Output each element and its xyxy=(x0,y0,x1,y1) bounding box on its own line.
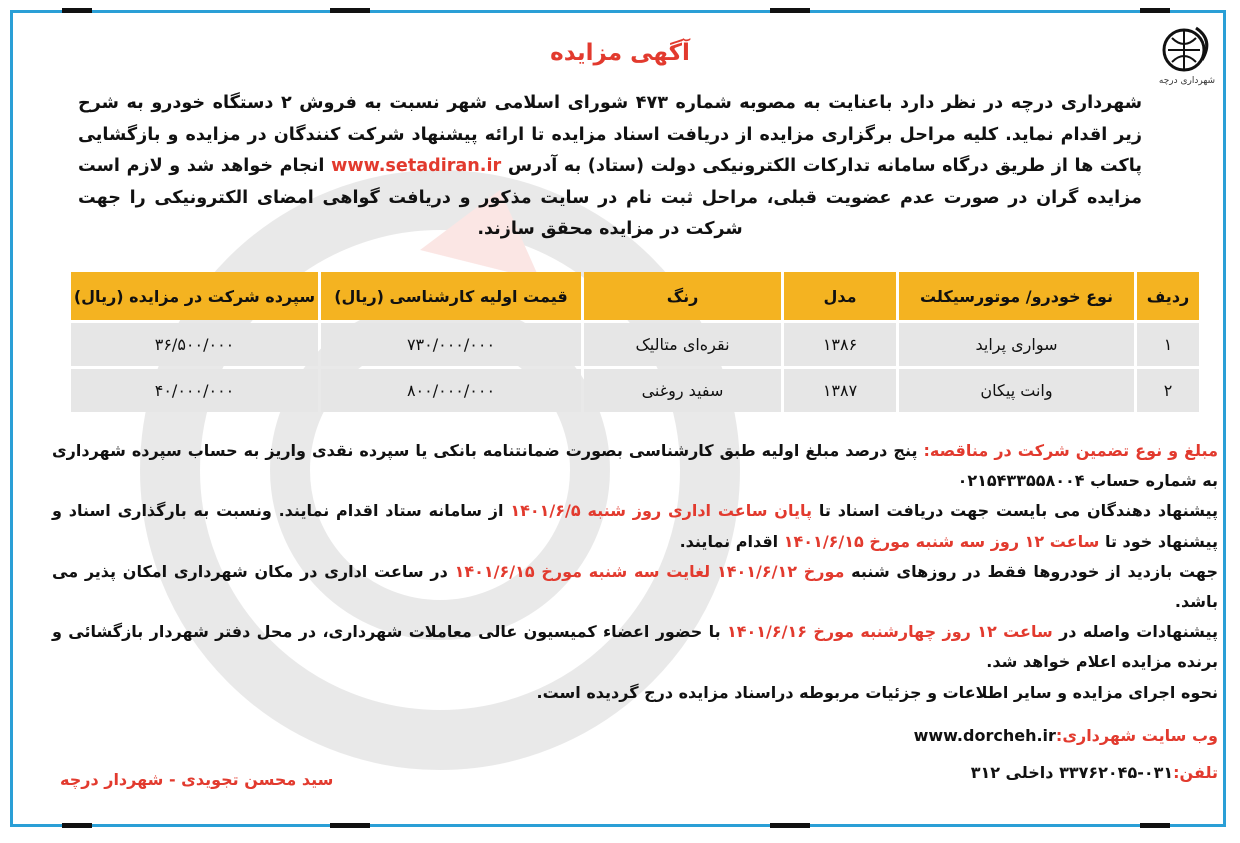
website-link[interactable]: www.dorcheh.ir xyxy=(913,726,1056,745)
phone-number: ۰۳۱-۳۳۷۶۲۰۴۵ داخلی ۳۱۲ xyxy=(970,763,1174,782)
mayor-signature: سید محسن تجویدی - شهردار درچه xyxy=(60,770,334,789)
opening-paragraph xyxy=(52,617,1218,677)
frame-corner-bar xyxy=(770,8,810,13)
website-label: وب سایت شهرداری: xyxy=(1055,726,1218,745)
setad-url-link[interactable]: www.setadiran.ir xyxy=(331,156,502,176)
col-header-row-number: ردیف xyxy=(1137,272,1199,320)
table-header-row xyxy=(71,272,1199,320)
submission-deadline-offers: ساعت ۱۲ روز سه شنبه مورخ ۱۴۰۱/۶/۱۵ xyxy=(783,531,1100,551)
opening-text: با حضور اعضاء کمیسیون عالی معاملات شهرداری، در محل دفتر شهردار بازگشائی و برنده مزایده اعلام خواهد شد. xyxy=(52,622,1218,672)
col-header-model: مدل xyxy=(784,272,896,320)
visit-paragraph xyxy=(52,557,1218,617)
vehicle-table xyxy=(68,269,1202,415)
cell-base-price: ۸۰۰/۰۰۰/۰۰۰ xyxy=(321,369,581,412)
cell-color: نقره‌ای متالیک xyxy=(584,323,781,366)
cell-row-number: ۲ xyxy=(1137,369,1199,412)
visit-dates: مورخ ۱۴۰۱/۶/۱۲ لغایت سه شنبه مورخ ۱۴۰۱/۶/۱۵ xyxy=(454,561,845,581)
cell-vehicle-type: سواری پراید xyxy=(899,323,1134,366)
other-info-paragraph: نحوه اجرای مزایده و سایر اطلاعات و جزئیات مربوطه دراسناد مزایده درج گردیده است. xyxy=(536,682,1218,702)
cell-base-price: ۷۳۰/۰۰۰/۰۰۰ xyxy=(321,323,581,366)
cell-model: ۱۳۸۶ xyxy=(784,323,896,366)
guarantee-paragraph xyxy=(52,436,1218,496)
table-row xyxy=(71,369,1199,412)
frame-corner-bar xyxy=(1140,823,1170,828)
intro-paragraph xyxy=(78,88,1142,246)
submission-text: از سامانه ستاد اقدام نمایند. ونسبت به بارگذاری اسناد و پیشنهاد خود تا xyxy=(52,501,1218,551)
cell-row-number: ۱ xyxy=(1137,323,1199,366)
guarantee-label: مبلغ و نوع تضمین شرکت در مناقصه: xyxy=(923,441,1218,460)
frame-corner-bar xyxy=(62,823,92,828)
table-row xyxy=(71,323,1199,366)
guarantee-text: پنج درصد مبلغ اولیه طبق کارشناسی بصورت ضمانتنامه بانکی یا سپرده نقدی واریز به حساب سپرده شهرداری به شماره حساب ۰۲۱۵۴۳۳۵۵۸۰۰۴ xyxy=(52,441,1218,491)
opening-text: پیشنهادات واصله در xyxy=(1059,622,1218,642)
opening-date: ساعت ۱۲ روز چهارشنبه مورخ ۱۴۰۱/۶/۱۶ xyxy=(726,622,1053,642)
visit-text: در ساعت اداری در مکان شهرداری امکان پذیر می باشد. xyxy=(52,561,1218,612)
submission-deadline-documents: پایان ساعت اداری روز شنبه ۱۴۰۱/۶/۵ xyxy=(510,501,812,521)
col-header-deposit: سپرده شرکت در مزایده (ریال) xyxy=(71,272,318,320)
conditions-section xyxy=(52,436,1218,708)
website-line xyxy=(914,726,1218,745)
logo-caption: شهرداری درچه xyxy=(1158,76,1216,86)
submission-text: اقدام نمایند. xyxy=(679,531,779,551)
frame-corner-bar xyxy=(62,8,92,13)
visit-text: جهت بازدید از خودروها فقط در روزهای شنبه xyxy=(851,561,1218,581)
frame-corner-bar xyxy=(1140,8,1170,13)
col-header-vehicle-type: نوع خودرو/ موتورسیکلت xyxy=(899,272,1134,320)
frame-corner-bar xyxy=(330,8,370,13)
col-header-base-price: قیمت اولیه کارشناسی (ریال) xyxy=(321,272,581,320)
phone-line xyxy=(971,763,1218,782)
cell-color: سفید روغنی xyxy=(584,369,781,412)
cell-vehicle-type: وانت پیکان xyxy=(899,369,1134,412)
frame-corner-bar xyxy=(330,823,370,828)
phone-label: تلفن: xyxy=(1173,763,1218,782)
intro-part1: شهرداری درچه در نظر دارد باعنایت به مصوبه شماره ۴۷۳ شورای اسلامی شهر نسبت به فروش ۲ دستگاه خودرو به شرح زیر اقدام نماید. کلیه مراحل برگزاری مزایده از دریافت اسناد مزایده تا ارائه پیشنهاد شرکت کنندگان در مزایده و بازگشایی پاکت ها از طریق درگاه سامانه تدارکات الکترونیکی دولت (ستاد) به آدرس xyxy=(78,93,1142,176)
intro-part2: انجام خواهد شد و لازم است مزایده گران در صورت عدم عضویت قبلی، مراحل ثبت نام در سایت مذکور و دریافت گواهی امضای الکترونیکی را جهت شرکت در مزایده محقق سازند. xyxy=(78,156,1142,239)
submission-text: پیشنهاد دهندگان می بایست جهت دریافت اسناد تا xyxy=(818,501,1219,521)
submission-paragraph xyxy=(52,496,1218,556)
cell-model: ۱۳۸۷ xyxy=(784,369,896,412)
page-title: آگهی مزایده xyxy=(550,40,690,66)
frame-corner-bar xyxy=(770,823,810,828)
cell-deposit: ۴۰/۰۰۰/۰۰۰ xyxy=(71,369,318,412)
cell-deposit: ۳۶/۵۰۰/۰۰۰ xyxy=(71,323,318,366)
col-header-color: رنگ xyxy=(584,272,781,320)
